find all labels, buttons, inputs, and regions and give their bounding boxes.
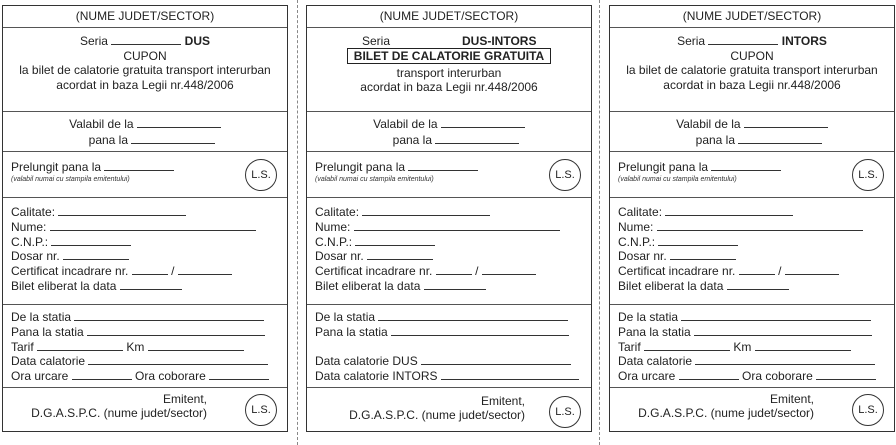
cut-line-left	[297, 0, 298, 445]
ticket-dus-intors	[306, 5, 592, 432]
extension-block: Prelungit pana la (valabil numai cu stampila emitentului) L.S.	[3, 152, 287, 198]
ticket-intors	[609, 5, 895, 432]
ticket-dus	[2, 5, 288, 432]
validity-block: Valabil de la pana la	[307, 112, 591, 152]
ticket-header: (NUME JUDET/SECTOR)	[3, 6, 287, 28]
ticket-type: DUS-INTORS	[462, 34, 537, 48]
ticket-type: DUS	[184, 34, 211, 48]
route-block: De la statia Pana la statia Tarif Km Data calatorie Ora urcare Ora coborare	[3, 305, 287, 388]
validity-block: Valabil de la pana la	[610, 112, 894, 152]
beneficiary-block: Calitate: Nume: C.N.P.: Dosar nr. Certificat incadrare nr. / Bilet eliberat la data	[3, 198, 287, 305]
beneficiary-block: Calitate: Nume: C.N.P.: Dosar nr. Certificat incadrare nr. / Bilet eliberat la data	[610, 198, 894, 305]
ticket-title-block: Seria DUS-INTORS BILET DE CALATORIE GRATUITA transport interurban acordat in baza Legii nr.448/2006	[307, 28, 591, 112]
route-block: De la statia Pana la statia Data calatorie DUS Data calatorie INTORS	[307, 305, 591, 388]
stamp-circle: L.S.	[852, 159, 884, 191]
ticket-title-block: Seria INTORS CUPON la bilet de calatorie gratuita transport interurban acordat in baza Legii nr.448/2006	[610, 28, 894, 112]
stamp-circle: L.S.	[245, 159, 277, 191]
stamp-circle: L.S.	[245, 394, 277, 426]
issuer-block: Emitent, D.G.A.S.P.C. (nume judet/sector) L.S.	[3, 388, 287, 431]
issuer-block: Emitent, D.G.A.S.P.C. (nume judet/sector) L.S.	[610, 388, 894, 431]
issuer-block: Emitent, D.G.A.S.P.C. (nume judet/sector) L.S.	[307, 388, 591, 431]
bilet-gratuita-label: BILET DE CALATORIE GRATUITA	[347, 48, 551, 64]
beneficiary-block: Calitate: Nume: C.N.P.: Dosar nr. Certificat incadrare nr. / Bilet eliberat la data	[307, 198, 591, 305]
extension-block: Prelungit pana la (valabil numai cu stampila emitentului) L.S.	[610, 152, 894, 198]
cut-line-right	[599, 0, 600, 445]
cupon-label: CUPON	[123, 48, 167, 63]
validity-block: Valabil de la pana la	[3, 112, 287, 152]
route-block: De la statia Pana la statia Tarif Km Data calatorie Ora urcare Ora coborare	[610, 305, 894, 388]
stamp-circle: L.S.	[549, 396, 581, 428]
ticket-title-block: Seria DUS CUPON la bilet de calatorie gratuita transport interurban acordat in baza Legii nr.448/2006	[3, 28, 287, 112]
stamp-circle: L.S.	[852, 394, 884, 426]
extension-block: Prelungit pana la (valabil numai cu stampila emitentului) L.S.	[307, 152, 591, 198]
ticket-header: (NUME JUDET/SECTOR)	[610, 6, 894, 28]
ticket-type: INTORS	[781, 34, 827, 48]
stamp-circle: L.S.	[549, 159, 581, 191]
ticket-header: (NUME JUDET/SECTOR)	[307, 6, 591, 28]
cupon-label: CUPON	[730, 48, 774, 63]
